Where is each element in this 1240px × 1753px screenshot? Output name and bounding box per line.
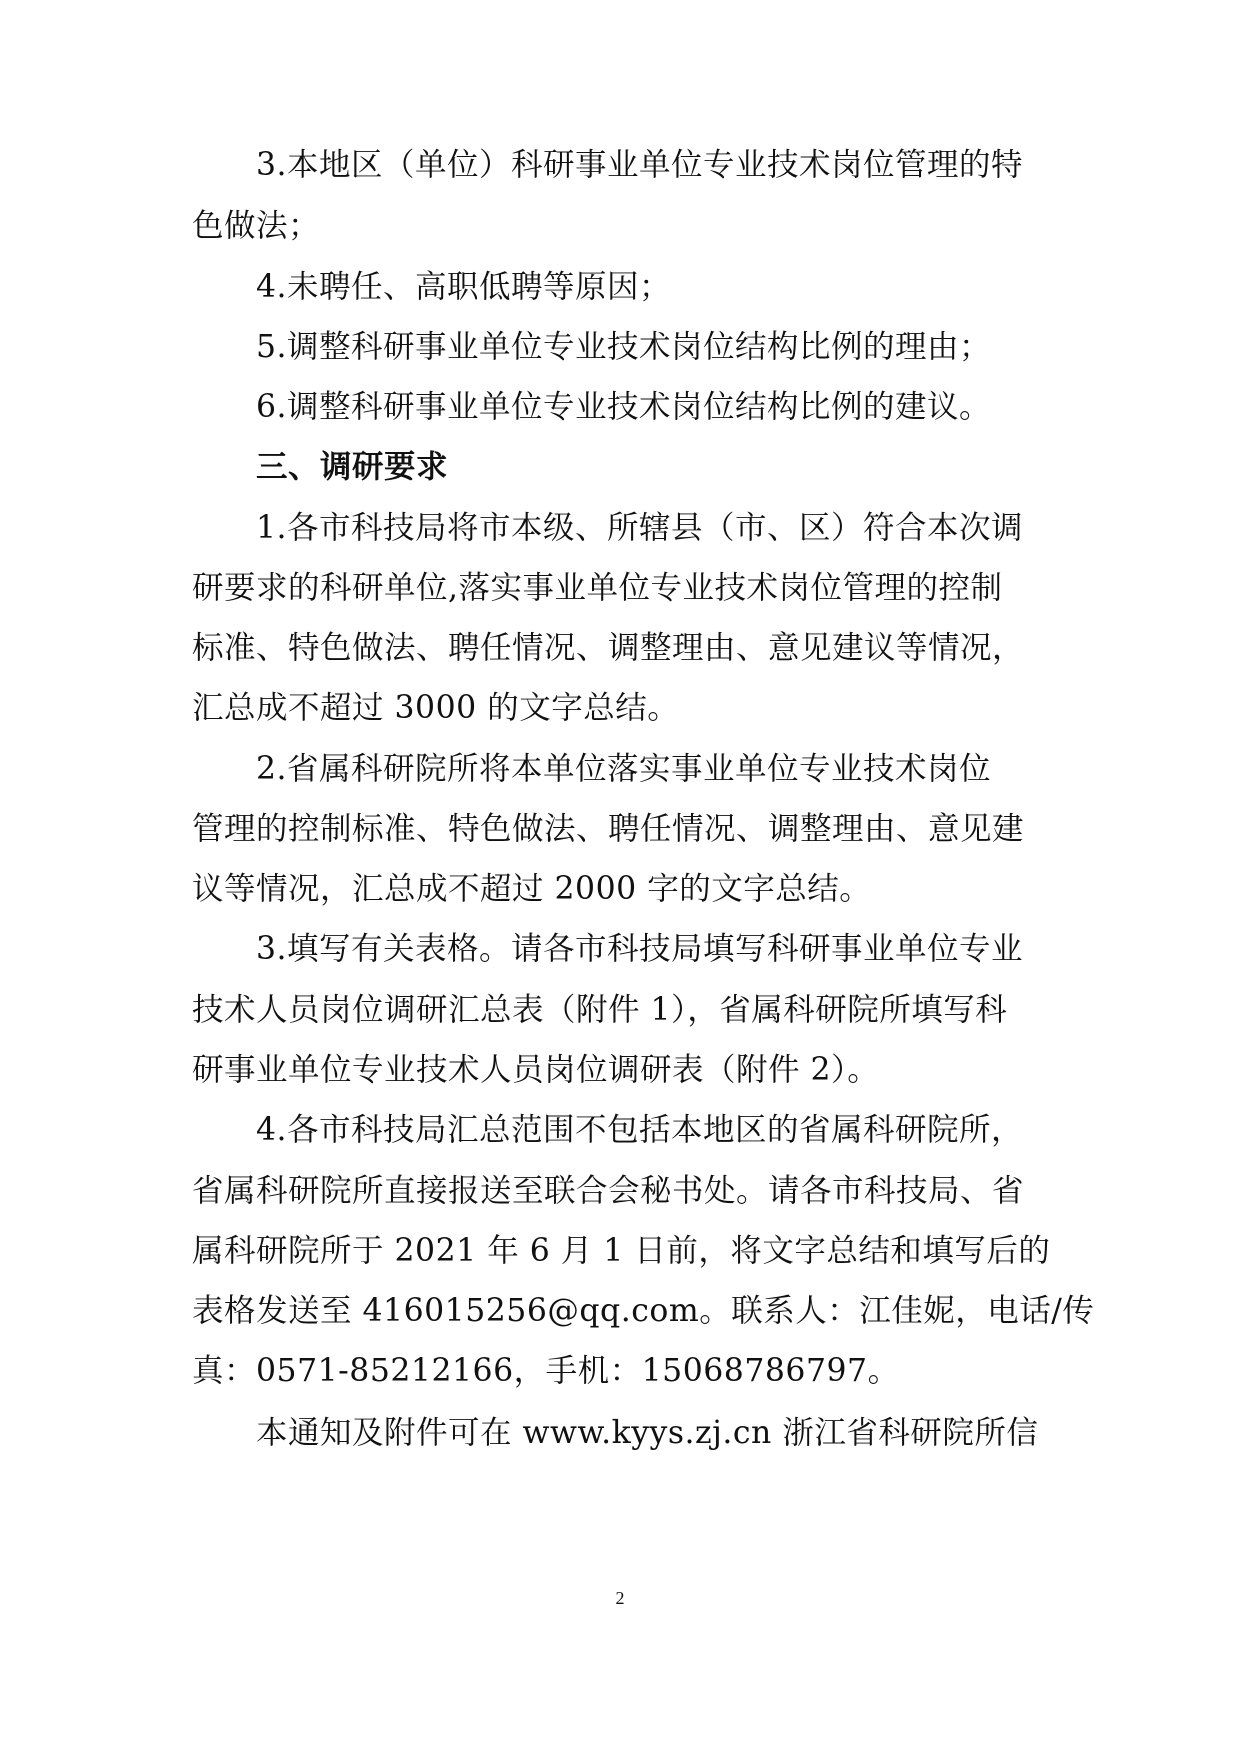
- paragraph-line: 3.填写有关表格。请各市科技局填写科研事业单位专业: [256, 931, 1024, 967]
- paragraph-line: 议等情况，汇总成不超过 2000 字的文字总结。: [192, 871, 872, 907]
- paragraph-line: 1.各市科技局将市本级、所辖县（市、区）符合本次调: [256, 510, 1024, 546]
- page-number: 2: [615, 1588, 625, 1608]
- paragraph-line: 4.各市科技局汇总范围不包括本地区的省属科研院所，: [256, 1112, 1024, 1148]
- paragraph-line: 色做法；: [192, 208, 321, 244]
- paragraph-line: 5.调整科研事业单位专业技术岗位结构比例的理由；: [256, 329, 992, 365]
- paragraph-line: 研要求的科研单位,落实事业单位专业技术岗位管理的控制: [192, 570, 1003, 606]
- paragraph-line: 技术人员岗位调研汇总表（附件 1），省属科研院所填写科: [192, 992, 1008, 1028]
- paragraph-line: 省属科研院所直接报送至联合会秘书处。请各市科技局、省: [192, 1173, 1025, 1209]
- section-heading: 三、调研要求: [256, 449, 449, 485]
- paragraph-line: 管理的控制标准、特色做法、聘任情况、调整理由、意见建: [192, 811, 1025, 847]
- paragraph-line: 本通知及附件可在 www.kyys.zj.cn 浙江省科研院所信: [256, 1415, 1039, 1451]
- paragraph-line: 真：0571-85212166，手机：15068786797。: [192, 1353, 900, 1389]
- paragraph-line: 6.调整科研事业单位专业技术岗位结构比例的建议。: [256, 389, 992, 425]
- paragraph-line: 4.未聘任、高职低聘等原因；: [256, 269, 672, 305]
- paragraph-line: 3.本地区（单位）科研事业单位专业技术岗位管理的特: [256, 147, 1024, 183]
- paragraph-line: 标准、特色做法、聘任情况、调整理由、意见建议等情况，: [192, 630, 1025, 666]
- paragraph-line: 表格发送至 416015256@qq.com。联系人：江佳妮，电话/传: [192, 1293, 1095, 1329]
- paragraph-line: 属科研院所于 2021 年 6 月 1 日前，将文字总结和填写后的: [192, 1233, 1051, 1269]
- paragraph-line: 研事业单位专业技术人员岗位调研表（附件 2）。: [192, 1052, 880, 1088]
- paragraph-line: 汇总成不超过 3000 的文字总结。: [192, 690, 680, 726]
- paragraph-line: 2.省属科研院所将本单位落实事业单位专业技术岗位: [256, 751, 992, 787]
